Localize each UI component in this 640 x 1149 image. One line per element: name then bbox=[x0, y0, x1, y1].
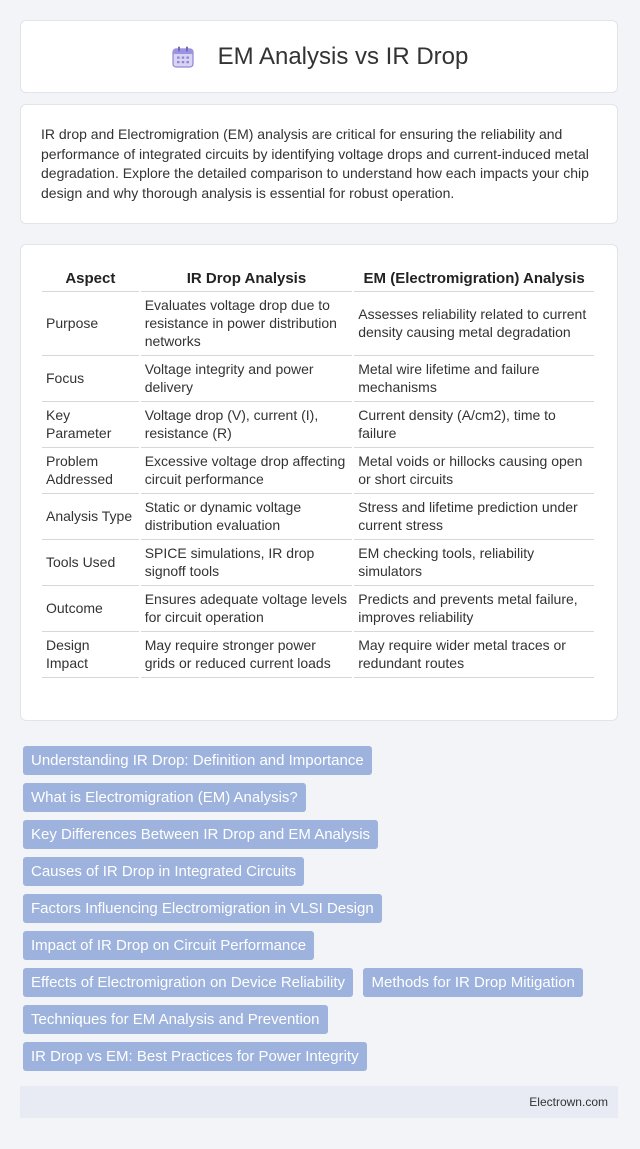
table-row bbox=[42, 356, 594, 402]
cell-aspect: Design Impact bbox=[42, 632, 139, 678]
page-title: EM Analysis vs IR Drop bbox=[217, 42, 469, 70]
cell-em: May require wider metal traces or redundant routes bbox=[354, 632, 594, 678]
cell-ir: Excessive voltage drop affecting circuit performance bbox=[141, 448, 353, 494]
table-header-row bbox=[42, 264, 594, 292]
table-row bbox=[42, 494, 594, 540]
cell-em: Metal voids or hillocks causing open or short circuits bbox=[354, 448, 594, 494]
cell-aspect: Focus bbox=[42, 356, 139, 402]
footer-site-name: Electrown.com bbox=[529, 1095, 608, 1109]
topic-link[interactable]: Techniques for EM Analysis and Prevention bbox=[23, 1005, 328, 1034]
table-row bbox=[42, 448, 594, 494]
cell-em: EM checking tools, reliability simulators bbox=[354, 540, 594, 586]
cell-ir: Voltage integrity and power delivery bbox=[141, 356, 353, 402]
cell-ir: Static or dynamic voltage distribution evaluation bbox=[141, 494, 353, 540]
topic-link[interactable]: Factors Influencing Electromigration in VLSI Design bbox=[23, 894, 382, 923]
comparison-table-card bbox=[20, 244, 618, 721]
footer bbox=[20, 1086, 618, 1118]
table-row bbox=[42, 540, 594, 586]
intro-text: IR drop and Electromigration (EM) analysis are critical for ensuring the reliability and performance of integrated circuits by identifying voltage drops and current-induced metal degradation. Explore the detailed comparison to understand how each impacts your chip design and why thorough analysis is essential for robust operation. bbox=[41, 126, 589, 201]
header-card bbox=[20, 20, 618, 93]
table-row bbox=[42, 632, 594, 678]
topic-link[interactable]: Understanding IR Drop: Definition and Importance bbox=[23, 746, 372, 775]
table-row bbox=[42, 402, 594, 448]
header-aspect: Aspect bbox=[42, 264, 139, 292]
cell-ir: SPICE simulations, IR drop signoff tools bbox=[141, 540, 353, 586]
topic-link[interactable]: Causes of IR Drop in Integrated Circuits bbox=[23, 857, 304, 886]
cell-em: Assesses reliability related to current density causing metal degradation bbox=[354, 292, 594, 356]
cell-ir: May require stronger power grids or reduced current loads bbox=[141, 632, 353, 678]
topic-link[interactable]: Methods for IR Drop Mitigation bbox=[363, 968, 582, 997]
topic-link[interactable]: Impact of IR Drop on Circuit Performance bbox=[23, 931, 314, 960]
comparison-table bbox=[40, 264, 596, 678]
intro-card bbox=[20, 104, 618, 224]
cell-aspect: Outcome bbox=[42, 586, 139, 632]
cell-aspect: Problem Addressed bbox=[42, 448, 139, 494]
cell-em: Stress and lifetime prediction under current stress bbox=[354, 494, 594, 540]
cell-aspect: Key Parameter bbox=[42, 402, 139, 448]
table-row bbox=[42, 292, 594, 356]
cell-ir: Voltage drop (V), current (I), resistance (R) bbox=[141, 402, 353, 448]
cell-ir: Ensures adequate voltage levels for circuit operation bbox=[141, 586, 353, 632]
cell-em: Predicts and prevents metal failure, improves reliability bbox=[354, 586, 594, 632]
cell-aspect: Analysis Type bbox=[42, 494, 139, 540]
cell-ir: Evaluates voltage drop due to resistance in power distribution networks bbox=[141, 292, 353, 356]
header-em: EM (Electromigration) Analysis bbox=[354, 264, 594, 292]
topic-link[interactable]: IR Drop vs EM: Best Practices for Power Integrity bbox=[23, 1042, 367, 1071]
cell-em: Current density (A/cm2), time to failure bbox=[354, 402, 594, 448]
topic-link[interactable]: Effects of Electromigration on Device Reliability bbox=[23, 968, 353, 997]
cell-aspect: Purpose bbox=[42, 292, 139, 356]
cell-em: Metal wire lifetime and failure mechanisms bbox=[354, 356, 594, 402]
header-ir-drop: IR Drop Analysis bbox=[141, 264, 353, 292]
calendar-icon bbox=[170, 44, 196, 70]
topic-link[interactable]: Key Differences Between IR Drop and EM Analysis bbox=[23, 820, 378, 849]
related-topics bbox=[23, 746, 623, 1079]
cell-aspect: Tools Used bbox=[42, 540, 139, 586]
title-wrap bbox=[170, 43, 469, 71]
topic-link[interactable]: What is Electromigration (EM) Analysis? bbox=[23, 783, 306, 812]
table-row bbox=[42, 586, 594, 632]
